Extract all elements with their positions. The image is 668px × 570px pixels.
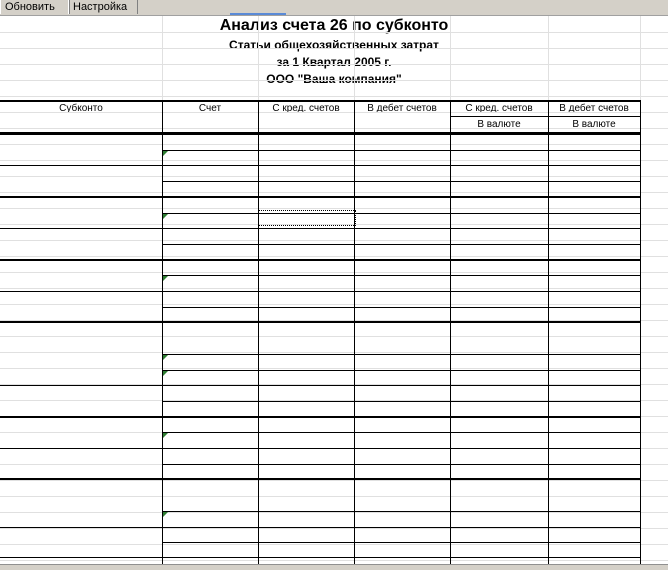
gridline-h	[0, 192, 668, 193]
report-period: за 1 Квартал 2005 г.	[276, 55, 392, 69]
row-border	[162, 542, 640, 543]
group-border	[0, 417, 640, 418]
gridline-h	[0, 256, 668, 257]
header-schet: Счет	[198, 103, 222, 114]
row-border	[162, 181, 640, 182]
scroll-indicator	[230, 13, 286, 15]
row-border	[162, 464, 640, 465]
header-mid-border	[450, 116, 640, 117]
header-debet-currency-sub: В валюте	[572, 119, 616, 130]
column-border	[450, 100, 451, 564]
gridline-h	[0, 64, 668, 65]
gridline-h	[0, 288, 668, 289]
refresh-button[interactable]: Обновить	[0, 0, 70, 14]
group-border	[0, 322, 640, 323]
header-debet-currency: В дебет счетов	[559, 103, 629, 114]
gridline-h	[0, 96, 668, 97]
gridline-h	[0, 112, 668, 113]
column-border	[354, 100, 355, 564]
row-border	[162, 527, 640, 528]
gridline-h	[0, 528, 668, 529]
comment-marker	[163, 214, 168, 219]
row-border	[162, 401, 640, 402]
row-border	[162, 291, 640, 292]
gridline-h	[0, 304, 668, 305]
report-subtitle: Статьи общехозяйственных затрат	[229, 38, 439, 52]
row-border	[162, 354, 640, 355]
gridline-h	[0, 160, 668, 161]
header-cred: С кред. счетов	[272, 103, 340, 114]
spreadsheet[interactable]	[0, 16, 668, 564]
row-border	[162, 165, 640, 166]
row-border	[0, 448, 162, 449]
gridline-h	[0, 176, 668, 177]
header-top-border	[0, 100, 640, 102]
gridline-h	[0, 48, 668, 49]
column-border	[162, 100, 163, 564]
comment-marker	[163, 371, 168, 376]
group-border	[0, 197, 640, 198]
group-border	[0, 557, 640, 558]
selected-cell[interactable]	[258, 210, 356, 226]
row-border	[162, 511, 640, 512]
status-bar	[0, 564, 668, 570]
row-border	[162, 275, 640, 276]
header-cred-currency-sub: В валюте	[477, 119, 521, 130]
row-border	[162, 307, 640, 308]
comment-marker	[163, 276, 168, 281]
report-title: Анализ счета 26 по субконто	[219, 17, 449, 34]
header-subkonto: Субконто	[59, 103, 103, 114]
gridline-h	[0, 496, 668, 497]
gridline-h	[0, 32, 668, 33]
group-border	[0, 479, 640, 480]
group-border	[0, 260, 640, 261]
row-border	[162, 244, 640, 245]
column-border	[640, 100, 641, 564]
header-cred-currency: С кред. счетов	[465, 103, 533, 114]
comment-marker	[163, 512, 168, 517]
gridline-h	[0, 240, 668, 241]
row-border	[0, 165, 162, 166]
gridline-h	[0, 272, 668, 273]
gridline-h	[0, 512, 668, 513]
row-border	[162, 213, 640, 214]
toolbar	[0, 0, 668, 16]
gridline-h	[0, 560, 668, 561]
group-border	[0, 134, 640, 135]
row-border	[162, 150, 640, 151]
header-debet: В дебет счетов	[367, 103, 437, 114]
comment-marker	[163, 433, 168, 438]
row-border	[0, 385, 162, 386]
column-border	[258, 100, 259, 564]
gridline-h	[0, 144, 668, 145]
row-border	[162, 432, 640, 433]
gridline-h	[0, 80, 668, 81]
gridline-h	[0, 208, 668, 209]
gridline-h	[0, 128, 668, 129]
row-border	[162, 385, 640, 386]
comment-marker	[163, 151, 168, 156]
gridline-h	[0, 336, 668, 337]
report-company: ООО "Ваша компания"	[266, 72, 402, 86]
row-border	[0, 527, 162, 528]
row-border	[0, 228, 162, 229]
row-border	[162, 370, 640, 371]
row-border	[162, 228, 640, 229]
column-border	[548, 100, 549, 564]
gridline-h	[0, 544, 668, 545]
settings-button[interactable]: Настройка	[68, 0, 138, 14]
comment-marker	[163, 355, 168, 360]
row-border	[162, 448, 640, 449]
row-border	[0, 291, 162, 292]
